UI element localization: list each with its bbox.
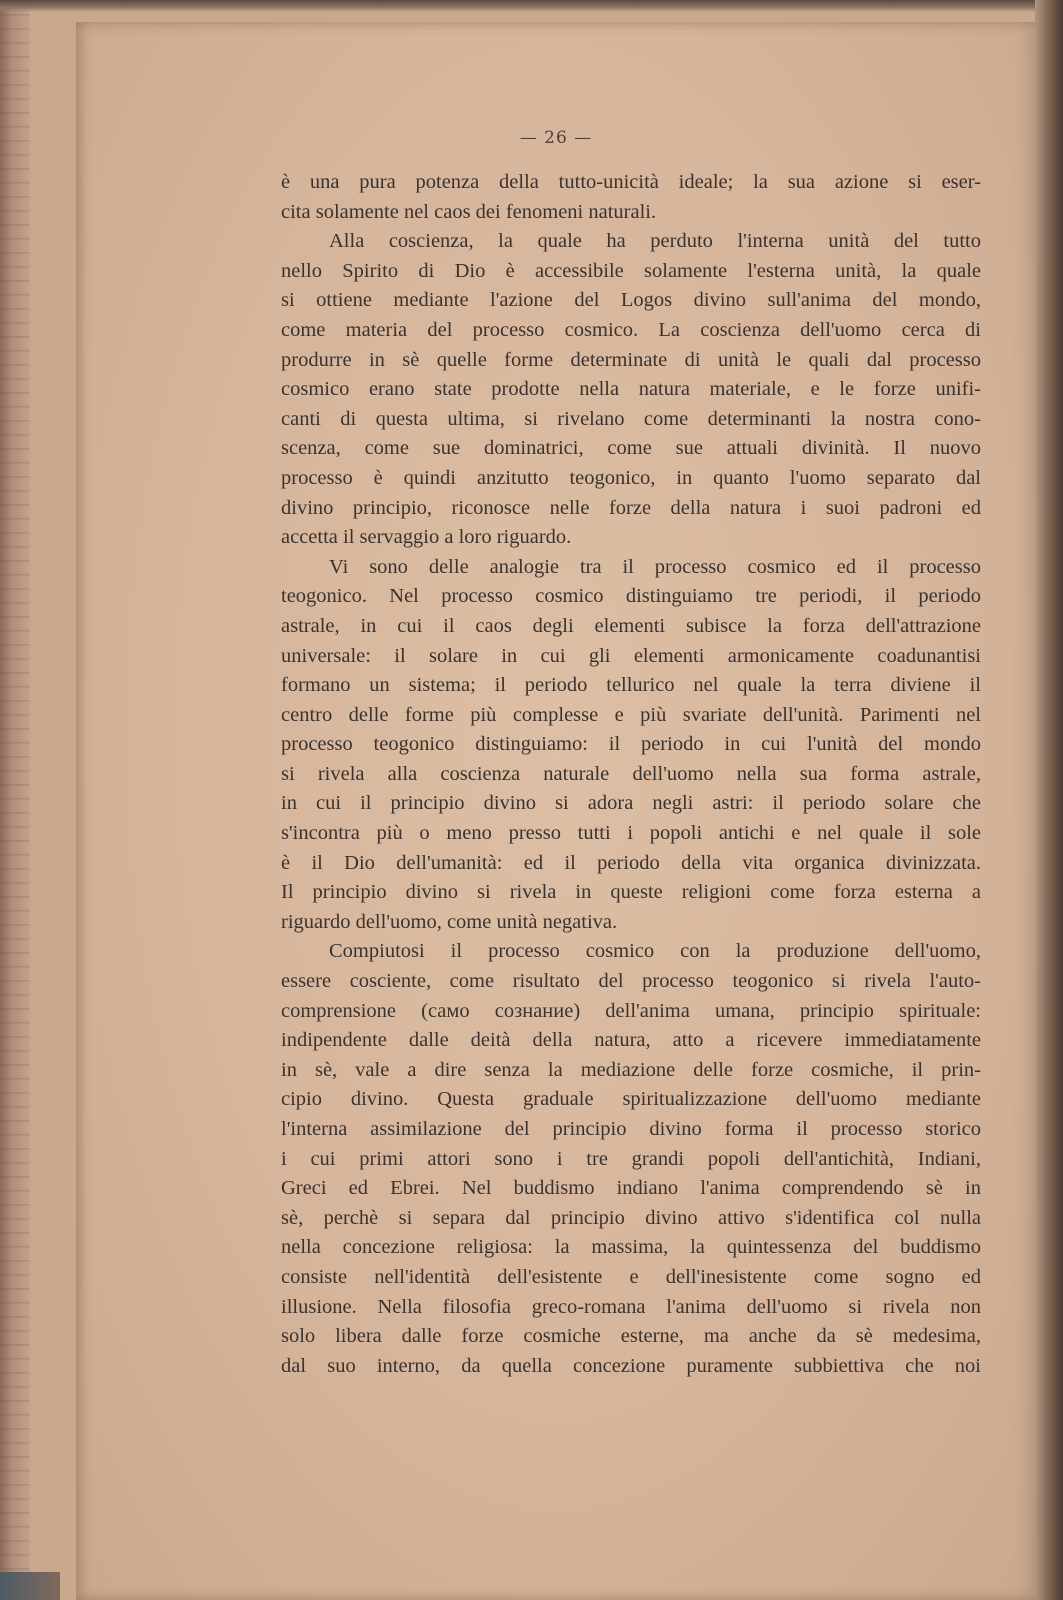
right-page-edge bbox=[1035, 0, 1063, 1600]
text-line: processo è quindi anzitutto teogonico, in quanto l'uomo separato dal bbox=[281, 466, 981, 489]
text-line: essere cosciente, come risultato del processo teogonico si rivela l'auto- bbox=[281, 970, 981, 993]
page-number: — 26 — bbox=[519, 128, 593, 148]
text-line: sè, perchè si separa dal principio divino attivo s'identifica col nulla bbox=[281, 1206, 981, 1229]
text-line: centro delle forme più complesse e più svariate dell'unità. Parimenti nel bbox=[281, 703, 981, 726]
text-line: dal suo interno, da quella concezione puramente subbiettiva che noi bbox=[281, 1354, 981, 1377]
text-line: Alla coscienza, la quale ha perduto l'interna unità del tutto bbox=[329, 230, 981, 253]
text-line: cosmico erano state prodotte nella natura materiale, e le forze unifi- bbox=[281, 378, 981, 401]
text-line: Il principio divino si rivela in queste religioni come forza esterna a bbox=[281, 881, 981, 904]
text-line: astrale, in cui il caos degli elementi subisce la forza dell'attrazione bbox=[281, 614, 981, 637]
body-text bbox=[281, 168, 981, 1381]
text-line: indipendente dalle deità della natura, atto a ricevere immediatamente bbox=[281, 1029, 981, 1052]
text-line: consiste nell'identità dell'esistente e dell'inesistente come sogno ed bbox=[281, 1265, 981, 1288]
top-edge bbox=[0, 0, 1063, 12]
text-line: si rivela alla coscienza naturale dell'uomo nella sua forma astrale, bbox=[281, 762, 981, 785]
text-line: in cui il principio divino si adora negli astri: il periodo solare che bbox=[281, 792, 981, 815]
text-line: accetta il servaggio a loro riguardo. bbox=[281, 526, 572, 549]
text-line: comprensione (само сознание) dell'anima umana, principio spirituale: bbox=[281, 999, 981, 1022]
text-line: Greci ed Ebrei. Nel buddismo indiano l'anima comprendendo sè in bbox=[281, 1177, 981, 1200]
text-line: riguardo dell'uomo, come unità negativa. bbox=[281, 910, 618, 933]
text-line: scenza, come sue dominatrici, come sue attuali divinità. Il nuovo bbox=[281, 437, 981, 460]
text-line: è una pura potenza della tutto-unicità ideale; la sua azione si eser- bbox=[281, 171, 981, 193]
text-line: nello Spirito di Dio è accessibile solamente l'esterna unità, la quale bbox=[281, 259, 981, 282]
book-page bbox=[76, 22, 1036, 1600]
text-line: formano un sistema; il periodo tellurico nel quale la terra diviene il bbox=[281, 674, 981, 697]
text-line: i cui primi attori sono i tre grandi popoli dell'antichità, Indiani, bbox=[281, 1147, 981, 1170]
text-line: in sè, vale a dire senza la mediazione delle forze cosmiche, il prin- bbox=[281, 1058, 981, 1081]
text-line: divino principio, riconosce nelle forze della natura i suoi padroni ed bbox=[281, 496, 981, 519]
text-line: si ottiene mediante l'azione del Logos divino sull'anima del mondo, bbox=[281, 289, 981, 312]
text-line: cipio divino. Questa graduale spiritualizzazione dell'uomo mediante bbox=[281, 1088, 981, 1111]
text-line: l'interna assimilazione del principio divino forma il processo storico bbox=[281, 1118, 981, 1140]
text-line: solo libera dalle forze cosmiche esterne, ma anche da sè medesima, bbox=[281, 1325, 981, 1348]
text-line: è il Dio dell'umanità: ed il periodo della vita organica divinizzata. bbox=[281, 851, 981, 874]
text-line: Compiutosi il processo cosmico con la produzione dell'uomo, bbox=[329, 940, 981, 963]
text-line: canti di questa ultima, si rivelano come determinanti la nostra cono- bbox=[281, 407, 981, 430]
text-line: processo teogonico distinguiamo: il periodo in cui l'unità del mondo bbox=[281, 733, 981, 756]
text-line: produrre in sè quelle forme determinate di unità le quali dal processo bbox=[281, 348, 981, 371]
text-line: nella concezione religiosa: la massima, la quintessenza del buddismo bbox=[281, 1236, 981, 1259]
spine-texture bbox=[0, 0, 30, 1600]
text-line: Vi sono delle analogie tra il processo cosmico ed il processo bbox=[329, 555, 981, 578]
text-line: universale: il solare in cui gli elementi armonicamente coadunantisi bbox=[281, 644, 981, 667]
text-line: cita solamente nel caos dei fenomeni naturali. bbox=[281, 200, 657, 223]
text-line: s'incontra più o meno presso tutti i popoli antichi e nel quale il sole bbox=[281, 822, 981, 845]
bottom-left-corner bbox=[0, 1572, 60, 1600]
text-line: come materia del processo cosmico. La coscienza dell'uomo cerca di bbox=[281, 318, 981, 341]
text-line: illusione. Nella filosofia greco-romana l'anima dell'uomo si rivela non bbox=[281, 1295, 981, 1318]
text-line: teogonico. Nel processo cosmico distinguiamo tre periodi, il periodo bbox=[281, 585, 981, 608]
